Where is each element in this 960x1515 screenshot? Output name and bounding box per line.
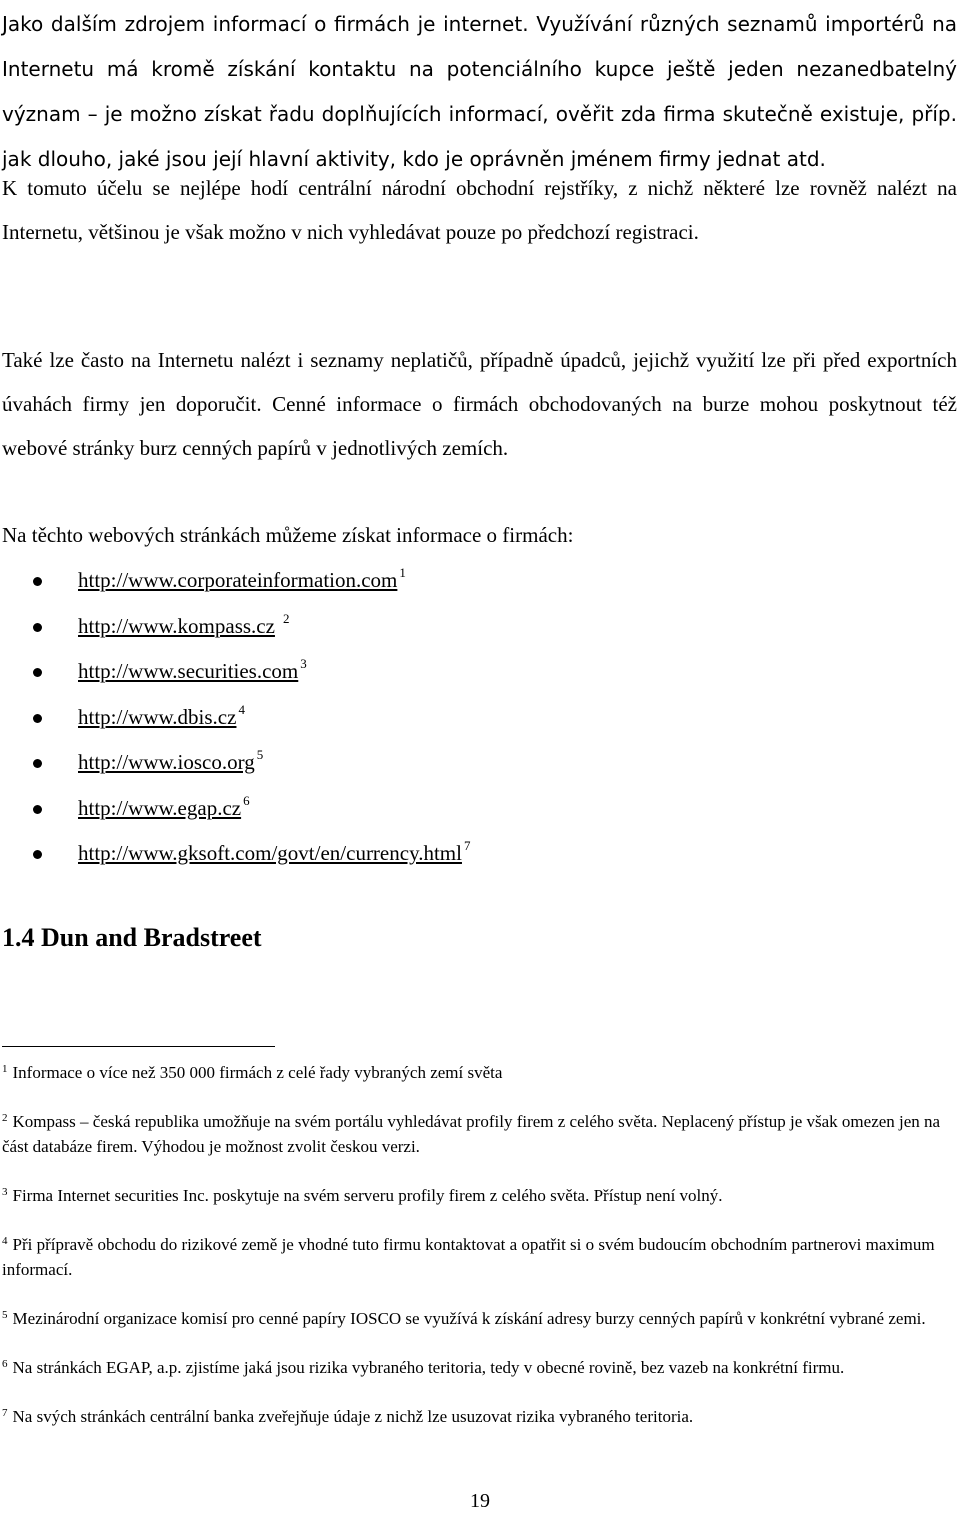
footnote-6 [2, 1355, 957, 1380]
footnote-4 [2, 1232, 957, 1282]
bullet-icon [33, 805, 42, 814]
footnote-number: 1 [2, 1063, 8, 1075]
paragraph-trade-registers: K tomuto účelu se nejlépe hodí centrální národní obchodní rejstříky, z nichž některé lze rovněž nalézt na Internetu, většinou je však možno v nich vyhledávat pouze po předchozí registraci. [2, 176, 957, 244]
link-iosco[interactable]: http://www.iosco.org [78, 750, 255, 774]
page-number: 19 [470, 1490, 490, 1512]
footnote-number: 6 [2, 1358, 8, 1370]
bullet-icon [33, 577, 42, 586]
footnote-ref: 3 [300, 656, 307, 671]
footnote-text: Informace o více než 350 000 firmách z celé řady vybraných zemí světa [12, 1063, 503, 1082]
footnote-number: 3 [2, 1186, 8, 1198]
link-securities[interactable]: http://www.securities.com [78, 659, 299, 683]
section-heading: 1.4 Dun and Bradstreet [2, 923, 262, 952]
paragraph-debtor-lists: Také lze často na Internetu nalézt i seznamy neplatičů, případně úpadců, jejichž využití lze při před exportních úvahách firmy jen doporučit. Cenné informace o firmách obchodovaných na burze mohou poskytnout též webové stránky burz cenných papírů v jednotlivých zemích. [2, 348, 957, 460]
footnote-text: Při přípravě obchodu do rizikové země je vhodné tuto firmu kontaktovat a opatřit si o svém budoucím obchodním partnerovi maximum informací. [2, 1235, 935, 1279]
footnote-1 [2, 1060, 957, 1085]
footnote-ref: 4 [238, 701, 245, 717]
footnote-text: Firma Internet securities Inc. poskytuje na svém serveru profily firem z celého světa. Přístup není volný. [12, 1186, 723, 1205]
paragraph-websites-intro: Na těchto webových stránkách můžeme získat informace o firmách: [2, 523, 574, 547]
website-list [0, 558, 900, 877]
list-item [0, 649, 900, 695]
link-dbis[interactable]: http://www.dbis.cz [78, 704, 237, 729]
list-item [0, 786, 900, 832]
link-gksoft[interactable]: http://www.gksoft.com/govt/en/currency.html [78, 841, 462, 865]
footnote-ref: 7 [463, 838, 471, 853]
footnote-5 [2, 1306, 957, 1331]
footnote-number: 5 [2, 1309, 8, 1321]
list-item [0, 740, 900, 786]
paragraph-internet-sources: Jako dalším zdrojem informací o firmách je internet. Využívání různých seznamů importérů na Internetu má kromě získání kontaktu na potenciálního kupce ještě jeden nezanedbatelný význam – je možno získat řadu doplňujících informací, ověřit zda firma skutečně existuje, příp. jak dlouho, jaké jsou její hlavní aktivity, kdo je oprávněn jménem firmy jednat atd. [2, 12, 957, 171]
footnote-ref: 6 [243, 792, 250, 808]
bullet-icon [33, 850, 42, 859]
footnote-text: Na stránkách EGAP, a.p. zjistíme jaká jsou rizika vybraného teritoria, tedy v obecné rovině, bez vazeb na konkrétní firmu. [12, 1358, 845, 1377]
footnote-ref: 2 [282, 610, 290, 626]
link-corporateinformation[interactable]: http://www.corporateinformation.com [78, 568, 398, 592]
list-item [0, 558, 900, 604]
footnote-ref: 5 [256, 747, 264, 762]
footnote-3 [2, 1183, 957, 1208]
bullet-icon [33, 623, 42, 632]
footnote-7 [2, 1404, 957, 1429]
bullet-icon [33, 759, 42, 768]
footnote-number: 2 [2, 1112, 8, 1124]
footnote-number: 4 [2, 1235, 8, 1247]
footnote-separator [2, 1046, 275, 1047]
list-item [0, 604, 900, 650]
footnote-text: Kompass – česká republika umožňuje na svém portálu vyhledávat profily firem z celého světa. Neplacený přístup je však omezen jen na část databáze firem. Výhodou je možnost zvolit českou verzi. [2, 1112, 941, 1156]
footnote-text: Mezinárodní organizace komisí pro cenné papíry IOSCO se využívá k získání adresy burzy cenných papírů v konkrétní vybrané zemi. [12, 1309, 926, 1328]
list-item [0, 695, 900, 741]
footnote-text: Na svých stránkách centrální banka zveřejňuje údaje z nichž lze usuzovat rizika vybraného teritoria. [12, 1407, 694, 1426]
bullet-icon [33, 714, 42, 723]
link-egap[interactable]: http://www.egap.cz [78, 795, 242, 820]
list-item [0, 831, 900, 877]
bullet-icon [33, 668, 42, 677]
footnote-ref: 1 [399, 565, 406, 580]
footnote-2 [2, 1109, 957, 1159]
footnote-number: 7 [2, 1407, 8, 1419]
footnotes [2, 1060, 957, 1453]
link-kompass[interactable]: http://www.kompass.cz [78, 613, 275, 638]
